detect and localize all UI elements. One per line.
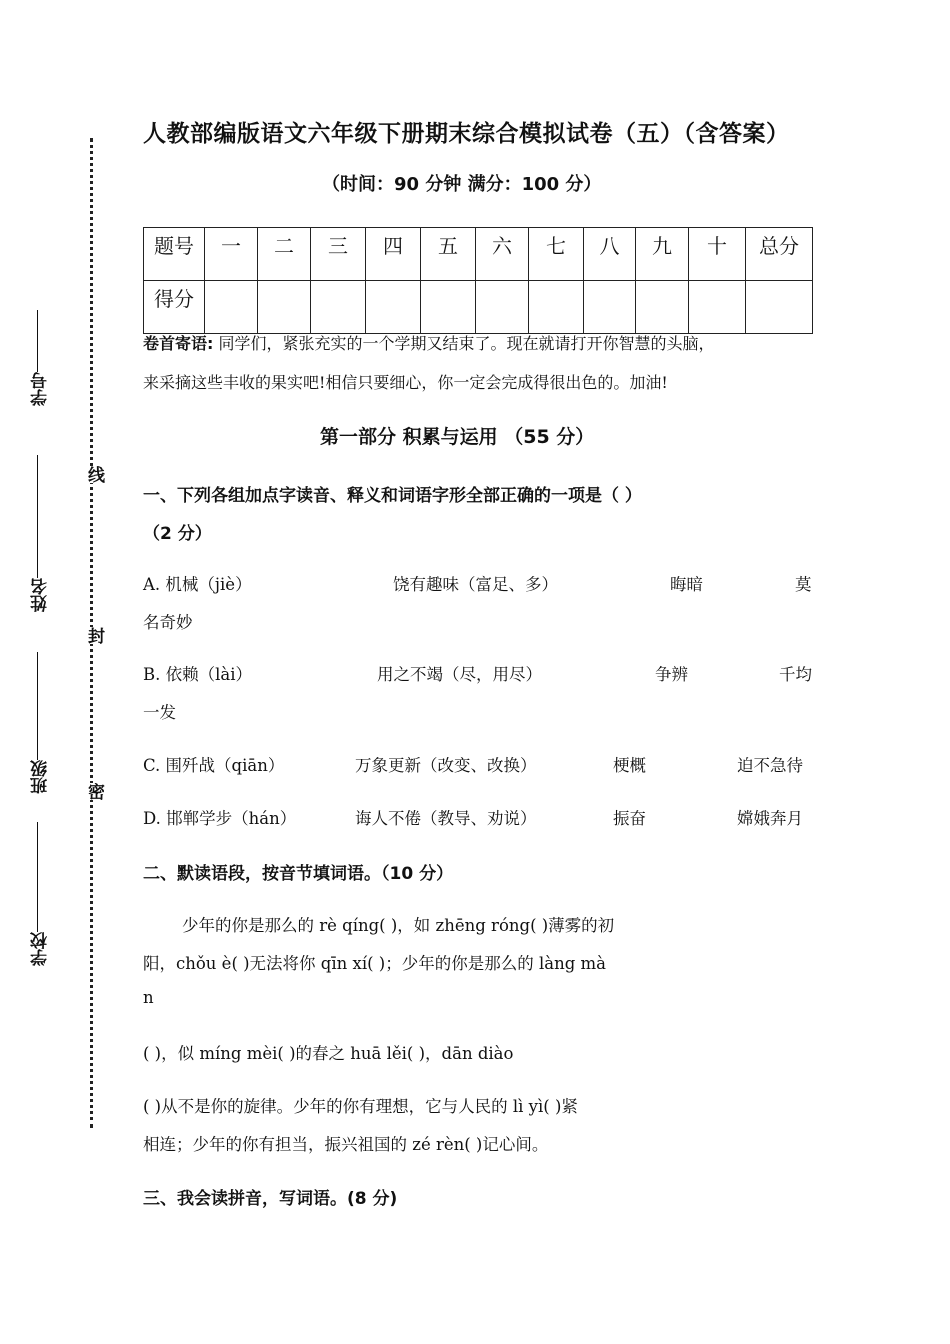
table-cell: 十 xyxy=(689,228,746,281)
opening-message-line-2: 来采摘这些丰收的果实吧!相信只要细心，你一定会完成得很出色的。加油! xyxy=(143,373,668,392)
seal-mark-xian: 线 xyxy=(82,466,107,483)
score-input-cell[interactable] xyxy=(476,281,529,334)
name-line xyxy=(37,455,38,578)
question-2-line: 少年的你是那么的 rè qíng( )，如 zhēng róng( )薄雾的初 xyxy=(182,916,615,935)
option-b-continuation: 一发 xyxy=(143,703,176,722)
table-cell: 二 xyxy=(258,228,311,281)
score-table xyxy=(143,227,813,334)
exam-time-and-score: （时间：90 分钟 满分：100 分） xyxy=(322,174,602,195)
name-label: 姓名 xyxy=(31,578,51,612)
table-cell: 总分 xyxy=(746,228,813,281)
student-id-label: 学号 xyxy=(31,372,51,406)
question-2-line: ( )，似 míng mèi( )的春之 huā lěi( )，dān diào xyxy=(143,1044,514,1063)
option-a-item-4: 莫 xyxy=(795,575,812,594)
table-cell: 七 xyxy=(529,228,584,281)
table-cell: 九 xyxy=(636,228,689,281)
option-b-item-4: 千均 xyxy=(779,665,812,684)
option-c-item-3: 梗概 xyxy=(613,756,646,775)
score-table-score-row xyxy=(144,281,813,334)
question-3-stem: 三、我会读拼音，写词语。(8 分) xyxy=(143,1189,398,1209)
opening-message-line-1 xyxy=(143,331,715,354)
question-2-line: ( )从不是你的旋律。少年的你有理想，它与人民的 lì yì( )紧 xyxy=(143,1097,578,1116)
option-d-item-1: D. 邯郸学步（hán） xyxy=(143,809,297,828)
table-cell: 三 xyxy=(311,228,366,281)
table-cell: 一 xyxy=(205,228,258,281)
option-a-continuation: 名奇妙 xyxy=(143,613,193,632)
option-b-item-1: B. 依赖（lài） xyxy=(143,665,253,684)
option-c-item-4: 迫不急待 xyxy=(737,756,803,775)
question-2-line: 相连；少年的你有担当，振兴祖国的 zé rèn( )记心间。 xyxy=(143,1135,549,1154)
score-input-cell[interactable] xyxy=(258,281,311,334)
option-a-item-2: 饶有趣味（富足、多） xyxy=(393,575,558,594)
class-line xyxy=(37,652,38,760)
question-2-stem: 二、默读语段，按音节填词语。（10 分） xyxy=(143,864,454,884)
option-d-item-2: 诲人不倦（教导、劝说） xyxy=(355,809,537,828)
opening-message-label: 卷首寄语: xyxy=(143,334,214,353)
class-label: 班级 xyxy=(31,760,51,794)
student-id-line xyxy=(37,310,38,372)
table-cell: 得分 xyxy=(144,281,205,334)
score-input-cell[interactable] xyxy=(366,281,421,334)
page-title: 人教部编版语文六年级下册期末综合模拟试卷（五）（含答案） xyxy=(143,121,790,147)
table-cell: 五 xyxy=(421,228,476,281)
option-a-item-1: A. 机械（jiè） xyxy=(143,575,252,594)
score-input-cell[interactable] xyxy=(689,281,746,334)
question-2-line: n xyxy=(143,988,154,1007)
question-2-line: 阳，chǒu è( )无法将你 qīn xí( )；少年的你是那么的 làng mà xyxy=(143,954,606,973)
seal-mark-mi: 密 xyxy=(82,783,107,800)
option-c-item-1: C. 围歼战（qiān） xyxy=(143,756,285,775)
option-a-item-3: 晦暗 xyxy=(670,575,703,594)
score-input-cell[interactable] xyxy=(421,281,476,334)
school-label: 学校 xyxy=(31,932,51,966)
table-cell: 四 xyxy=(366,228,421,281)
option-c-item-2: 万象更新（改变、改换） xyxy=(355,756,537,775)
seal-mark-feng: 封 xyxy=(82,627,107,644)
score-input-cell[interactable] xyxy=(636,281,689,334)
table-cell: 题号 xyxy=(144,228,205,281)
option-b-item-2: 用之不竭（尽，用尽） xyxy=(377,665,542,684)
option-b-item-3: 争辨 xyxy=(655,665,688,684)
option-d-item-3: 振奋 xyxy=(613,809,646,828)
school-line xyxy=(37,822,38,932)
option-d-item-4: 嫦娥奔月 xyxy=(737,809,803,828)
question-1-points: （2 分） xyxy=(143,524,212,544)
score-input-cell[interactable] xyxy=(584,281,636,334)
score-input-cell[interactable] xyxy=(205,281,258,334)
opening-message-text: 同学们，紧张充实的一个学期又结束了。现在就请打开你智慧的头脑， xyxy=(213,334,715,353)
table-cell: 六 xyxy=(476,228,529,281)
table-cell: 八 xyxy=(584,228,636,281)
score-input-cell[interactable] xyxy=(529,281,584,334)
score-table-header-row xyxy=(144,228,813,281)
score-input-cell[interactable] xyxy=(746,281,813,334)
question-1-stem: 一、下列各组加点字读音、释义和词语字形全部正确的一项是（ ） xyxy=(143,486,642,506)
part-one-heading: 第一部分 积累与运用 （55 分） xyxy=(320,426,595,448)
score-input-cell[interactable] xyxy=(311,281,366,334)
